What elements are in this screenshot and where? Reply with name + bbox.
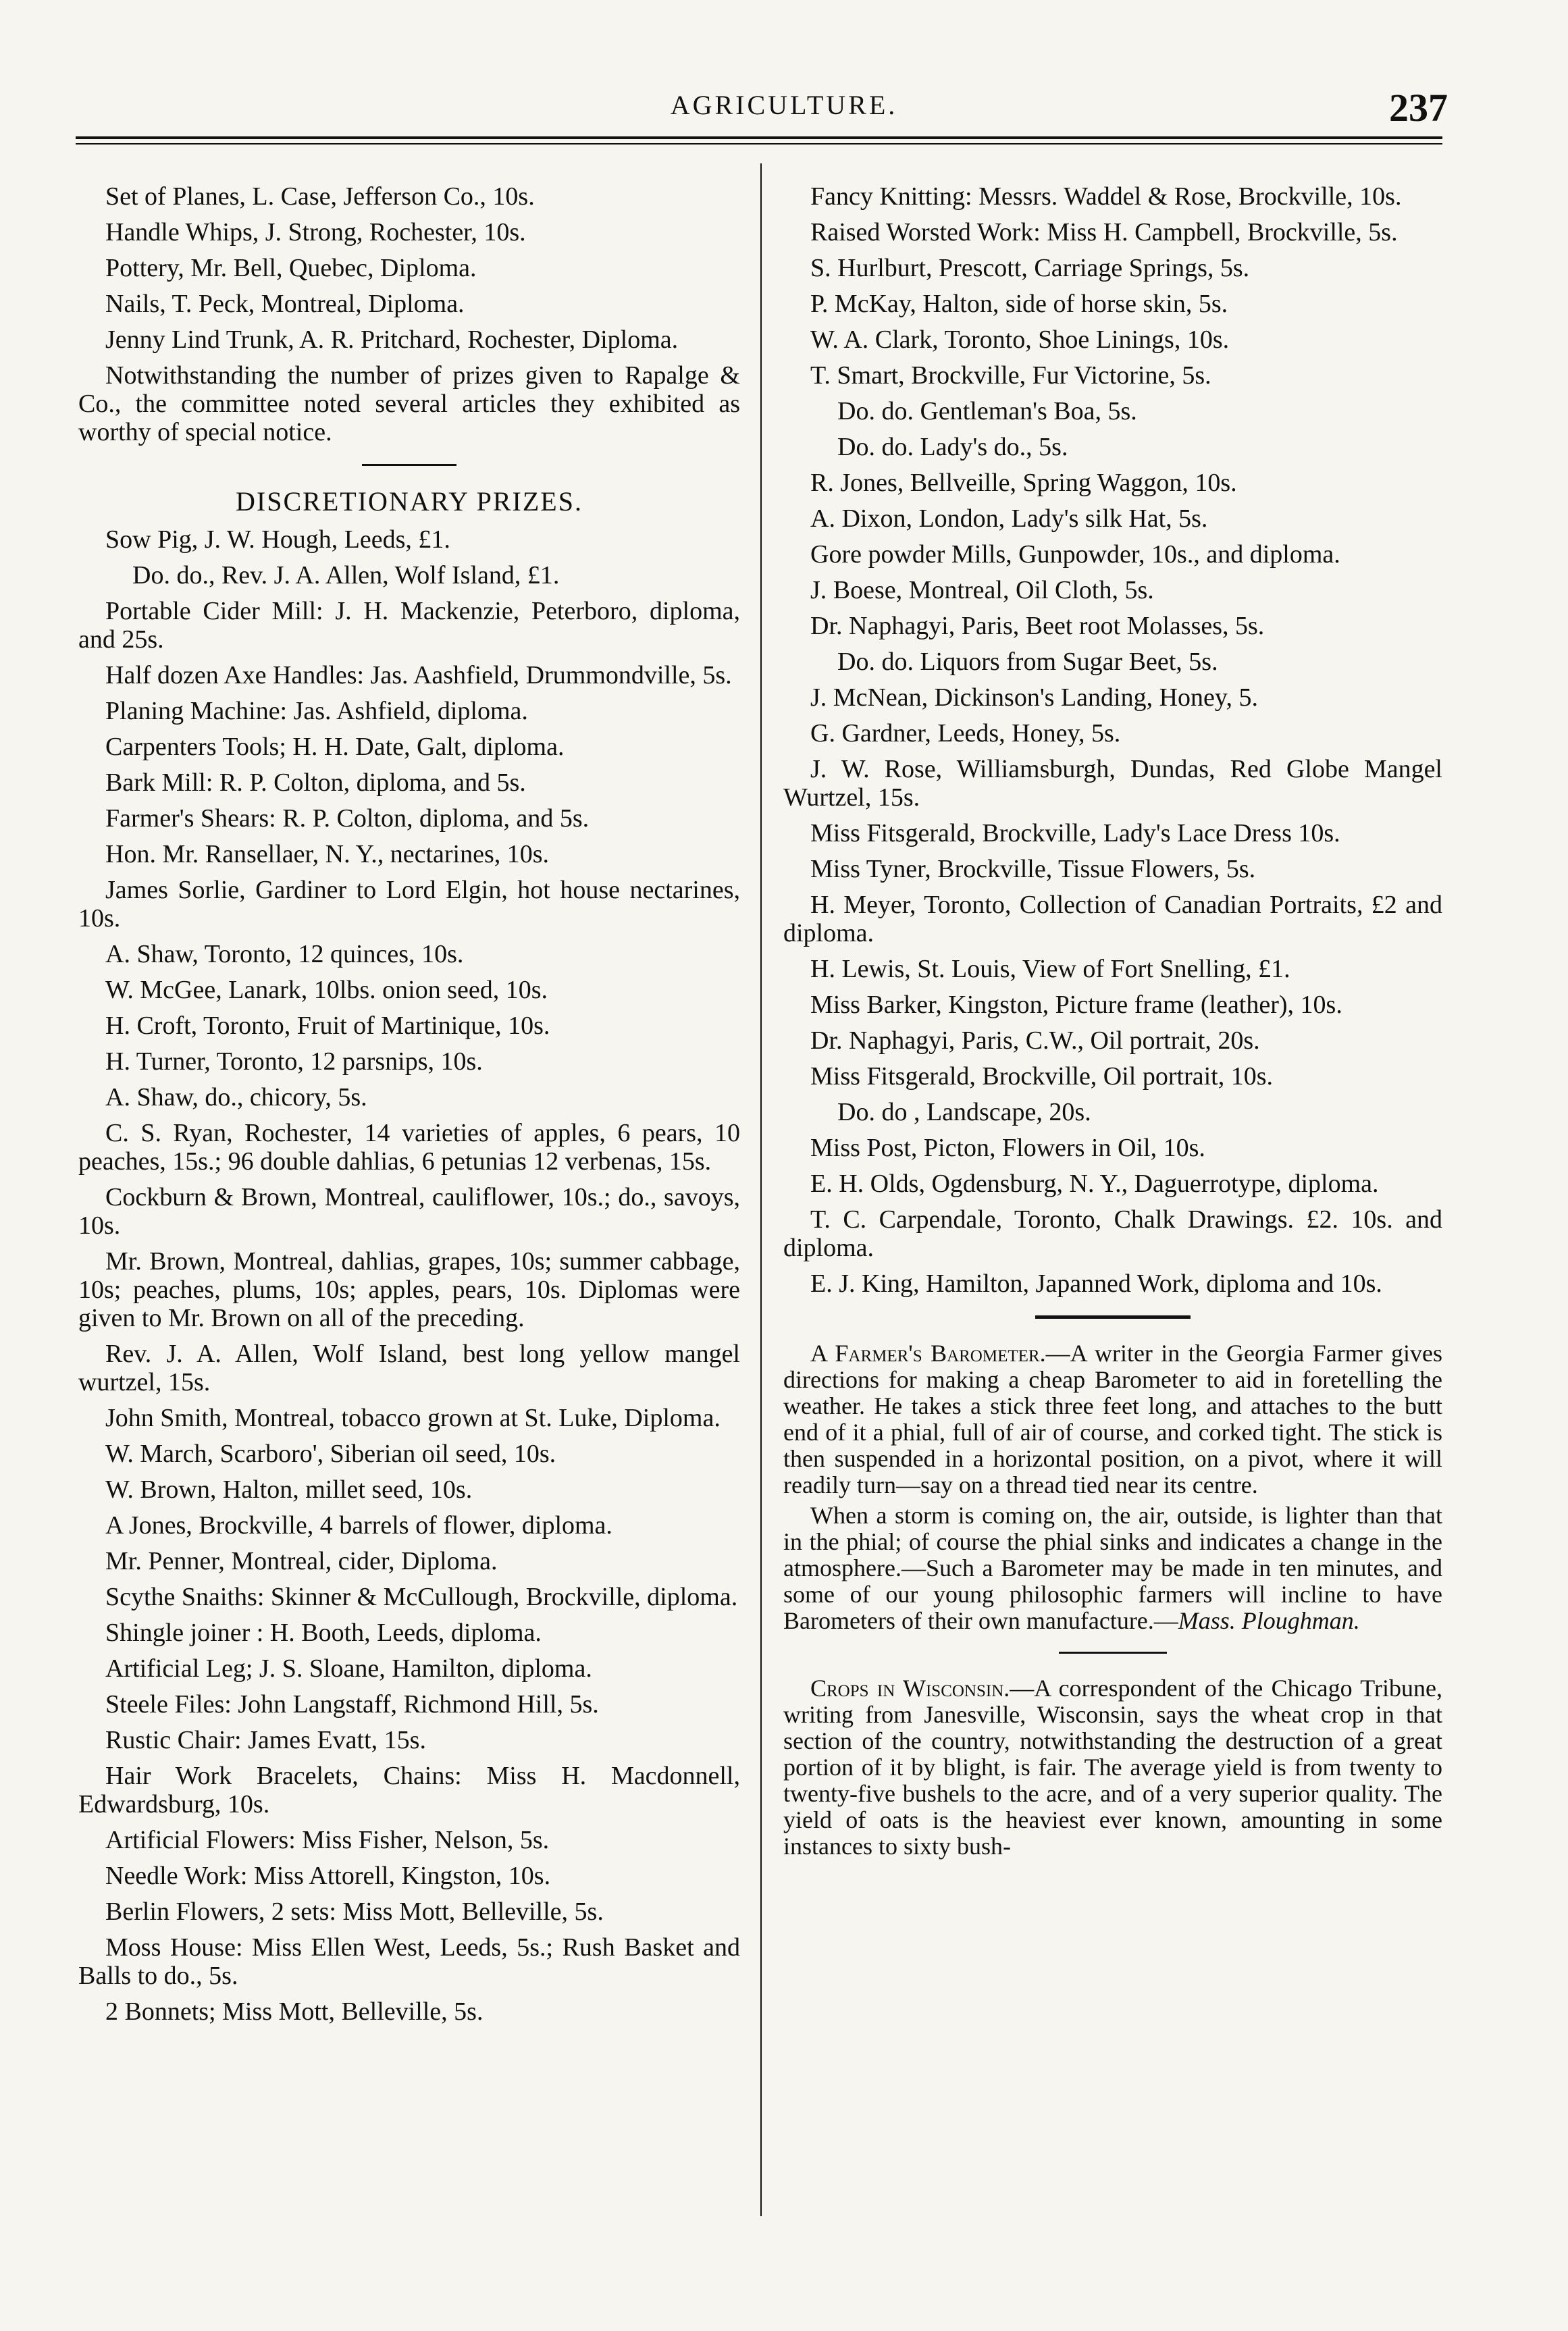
prize-entry: J. McNean, Dickinson's Landing, Honey, 5. bbox=[810, 683, 1258, 712]
article-farmers-barometer bbox=[783, 1340, 1442, 1634]
prize-entry: Moss House: Miss Ellen West, Leeds, 5s.; Rush Basket and Balls to do., 5s. bbox=[78, 1933, 740, 1990]
prize-list-continued bbox=[783, 182, 1442, 1298]
section-divider bbox=[1035, 1315, 1191, 1319]
prize-entry: Miss Barker, Kingston, Picture frame (leather), 10s. bbox=[810, 991, 1342, 1019]
prize-entry: Jenny Lind Trunk, A. R. Pritchard, Rochester, Diploma. bbox=[105, 325, 679, 354]
prize-entry: Do. do. Liquors from Sugar Beet, 5s. bbox=[837, 648, 1218, 676]
left-column bbox=[78, 182, 740, 2033]
prize-entry: Miss Tyner, Brockville, Tissue Flowers, 5s. bbox=[810, 855, 1256, 883]
prize-entry: H. Meyer, Toronto, Collection of Canadian Portraits, £2 and diploma. bbox=[783, 891, 1442, 947]
prize-entry: Portable Cider Mill: J. H. Mackenzie, Peterboro, diploma, and 25s. bbox=[78, 597, 740, 654]
prize-entry: Farmer's Shears: R. P. Colton, diploma, and 5s. bbox=[105, 804, 590, 833]
prize-entry: Dr. Naphagyi, Paris, Beet root Molasses, 5s. bbox=[810, 612, 1265, 640]
article-crops-in-wisconsin bbox=[783, 1675, 1442, 1860]
left-top-entries bbox=[78, 182, 740, 354]
prize-entry: Nails, T. Peck, Montreal, Diploma. bbox=[105, 290, 465, 318]
prize-entry: Hair Work Bracelets, Chains: Miss H. Macdonnell, Edwardsburg, 10s. bbox=[78, 1762, 740, 1818]
prize-entry: H. Croft, Toronto, Fruit of Martinique, 10s. bbox=[105, 1012, 550, 1040]
section-heading: DISCRETIONARY PRIZES. bbox=[236, 486, 583, 517]
prize-entry: Needle Work: Miss Attorell, Kingston, 10s. bbox=[105, 1862, 551, 1890]
section-divider bbox=[362, 464, 456, 466]
prize-entry: Handle Whips, J. Strong, Rochester, 10s. bbox=[105, 218, 526, 246]
prize-entry: Planing Machine: Jas. Ashfield, diploma. bbox=[105, 697, 528, 725]
prize-entry: Do. do., Rev. J. A. Allen, Wolf Island, £1. bbox=[132, 561, 560, 590]
prize-entry: Artificial Leg; J. S. Sloane, Hamilton, diploma. bbox=[105, 1654, 592, 1683]
article-paragraph: A Farmer's Barometer.—A writer in the Georgia Farmer gives directions for making a cheap Barometer to aid in foretelling the weather. He takes a stick three feet long, and attaches to the butt end of it a phial, full of air of course, and corked tight. The stick is then suspended in a horizontal position, on a pivot, where it will readily turn—say on a thread tied near its centre. bbox=[783, 1340, 1442, 1498]
prize-entry: Mr. Penner, Montreal, cider, Diploma. bbox=[105, 1547, 498, 1575]
prize-entry: A. Shaw, Toronto, 12 quinces, 10s. bbox=[105, 940, 464, 968]
prize-entry: G. Gardner, Leeds, Honey, 5s. bbox=[810, 719, 1121, 748]
prize-entry: Dr. Naphagyi, Paris, C.W., Oil portrait, 20s. bbox=[810, 1026, 1260, 1055]
page-number: 237 bbox=[1389, 86, 1448, 130]
prize-entry: W. A. Clark, Toronto, Shoe Linings, 10s. bbox=[810, 325, 1230, 354]
prize-entry: Fancy Knitting: Messrs. Waddel & Rose, Brockville, 10s. bbox=[810, 182, 1402, 211]
prize-entry: Raised Worsted Work: Miss H. Campbell, Brockville, 5s. bbox=[810, 218, 1398, 246]
prize-entry: Cockburn & Brown, Montreal, cauliflower, 10s.; do., savoys, 10s. bbox=[78, 1183, 740, 1240]
prize-entry: E. J. King, Hamilton, Japanned Work, diploma and 10s. bbox=[810, 1269, 1382, 1298]
committee-note: Notwithstanding the number of prizes given to Rapalge & Co., the committee noted several articles they exhibited as worthy of special notice. bbox=[78, 361, 740, 446]
prize-entry: W. March, Scarboro', Siberian oil seed, 10s. bbox=[105, 1440, 556, 1468]
right-column bbox=[783, 182, 1442, 1864]
prize-entry: Shingle joiner : H. Booth, Leeds, diploma. bbox=[105, 1619, 542, 1647]
article-source: Mass. Ploughman. bbox=[1178, 1607, 1360, 1634]
header-rule-thin bbox=[76, 143, 1442, 145]
prize-entry: Do. do. Gentleman's Boa, 5s. bbox=[837, 397, 1137, 425]
prize-entry: T. C. Carpendale, Toronto, Chalk Drawings. £2. 10s. and diploma. bbox=[783, 1205, 1442, 1262]
prize-entry: Miss Post, Picton, Flowers in Oil, 10s. bbox=[810, 1134, 1205, 1162]
prize-entry: John Smith, Montreal, tobacco grown at St. Luke, Diploma. bbox=[105, 1404, 721, 1432]
prize-entry: A. Shaw, do., chicory, 5s. bbox=[105, 1083, 367, 1111]
prize-entry: C. S. Ryan, Rochester, 14 varieties of apples, 6 pears, 10 peaches, 15s.; 96 double dahlias, 6 petunias 12 verbenas, 15s. bbox=[78, 1119, 740, 1176]
prize-entry: W. McGee, Lanark, 10lbs. onion seed, 10s. bbox=[105, 976, 548, 1004]
prize-entry: Set of Planes, L. Case, Jefferson Co., 10s. bbox=[105, 182, 535, 211]
prize-entry: Bark Mill: R. P. Colton, diploma, and 5s. bbox=[105, 768, 526, 797]
prize-entry: Mr. Brown, Montreal, dahlias, grapes, 10s; summer cabbage, 10s; peaches, plums, 10s; apples, pears, 10s. Diplomas were given to Mr. Brown on all of the preceding. bbox=[78, 1247, 740, 1332]
prize-entry: James Sorlie, Gardiner to Lord Elgin, hot house nectarines, 10s. bbox=[78, 876, 740, 933]
prize-entry: R. Jones, Bellveille, Spring Waggon, 10s. bbox=[810, 469, 1237, 497]
prize-entry: P. McKay, Halton, side of horse skin, 5s. bbox=[810, 290, 1228, 318]
article-paragraph: Crops in Wisconsin.—A correspondent of the Chicago Tribune, writing from Janesville, Wisconsin, says the wheat crop in that section of the country, notwithstanding the destruction of a great portion of it by blight, is fair. The average yield is from twenty to twenty-five bushels to the acre, and of a very superior quality. The yield of oats is the heaviest ever known, amounting in some instances to sixty bush- bbox=[783, 1675, 1442, 1860]
prize-entry: Steele Files: John Langstaff, Richmond Hill, 5s. bbox=[105, 1690, 599, 1719]
prize-list bbox=[78, 525, 740, 2026]
prize-entry: Scythe Snaiths: Skinner & McCullough, Brockville, diploma. bbox=[105, 1583, 738, 1611]
prize-entry: A Jones, Brockville, 4 barrels of flower, diploma. bbox=[105, 1511, 612, 1540]
prize-entry: Artificial Flowers: Miss Fisher, Nelson, 5s. bbox=[105, 1826, 550, 1854]
prize-entry: H. Turner, Toronto, 12 parsnips, 10s. bbox=[105, 1047, 483, 1076]
prize-entry: Berlin Flowers, 2 sets: Miss Mott, Belleville, 5s. bbox=[105, 1897, 604, 1926]
section-divider bbox=[1059, 1652, 1167, 1654]
running-header: AGRICULTURE. bbox=[670, 90, 898, 120]
prize-entry: 2 Bonnets; Miss Mott, Belleville, 5s. bbox=[105, 1997, 484, 2026]
prize-entry: Pottery, Mr. Bell, Quebec, Diploma. bbox=[105, 254, 477, 282]
article-paragraph: When a storm is coming on, the air, outside, is lighter than that in the phial; of course the phial sinks and indicates a change in the atmosphere.—Such a Barometer may be made in ten minutes, and some of our young philosophic farmers will incline to have Barometers of their own manufacture.—Mass. Ploughman. bbox=[783, 1502, 1442, 1634]
prize-entry: E. H. Olds, Ogdensburg, N. Y., Daguerrotype, diploma. bbox=[810, 1170, 1379, 1198]
prize-entry: H. Lewis, St. Louis, View of Fort Snelling, £1. bbox=[810, 955, 1290, 983]
prize-entry: Gore powder Mills, Gunpowder, 10s., and diploma. bbox=[810, 540, 1340, 569]
prize-entry: Carpenters Tools; H. H. Date, Galt, diploma. bbox=[105, 733, 565, 761]
article-lead: Crops in Wisconsin. bbox=[810, 1675, 1010, 1702]
prize-entry: Do. do , Landscape, 20s. bbox=[837, 1098, 1091, 1126]
prize-entry: J. W. Rose, Williamsburgh, Dundas, Red Globe Mangel Wurtzel, 15s. bbox=[783, 755, 1442, 812]
prize-entry: Rev. J. A. Allen, Wolf Island, best long yellow mangel wurtzel, 15s. bbox=[78, 1340, 740, 1396]
header-rule bbox=[76, 136, 1442, 139]
prize-entry: W. Brown, Halton, millet seed, 10s. bbox=[105, 1475, 473, 1504]
prize-entry: J. Boese, Montreal, Oil Cloth, 5s. bbox=[810, 576, 1154, 604]
article-lead: A Farmer's Barometer. bbox=[810, 1340, 1046, 1367]
column-divider bbox=[760, 163, 762, 2216]
prize-entry: Rustic Chair: James Evatt, 15s. bbox=[105, 1726, 426, 1754]
prize-entry: Miss Fitsgerald, Brockville, Oil portrait, 10s. bbox=[810, 1062, 1274, 1091]
prize-entry: S. Hurlburt, Prescott, Carriage Springs, 5s. bbox=[810, 254, 1250, 282]
prize-entry: Half dozen Axe Handles: Jas. Aashfield, Drummondville, 5s. bbox=[105, 661, 732, 689]
prize-entry: Do. do. Lady's do., 5s. bbox=[837, 433, 1068, 461]
prize-entry: T. Smart, Brockville, Fur Victorine, 5s. bbox=[810, 361, 1211, 390]
prize-entry: Hon. Mr. Ransellaer, N. Y., nectarines, 10s. bbox=[105, 840, 550, 868]
prize-entry: Miss Fitsgerald, Brockville, Lady's Lace Dress 10s. bbox=[810, 819, 1340, 847]
prize-entry: Sow Pig, J. W. Hough, Leeds, £1. bbox=[105, 525, 450, 554]
prize-entry: A. Dixon, London, Lady's silk Hat, 5s. bbox=[810, 504, 1208, 533]
